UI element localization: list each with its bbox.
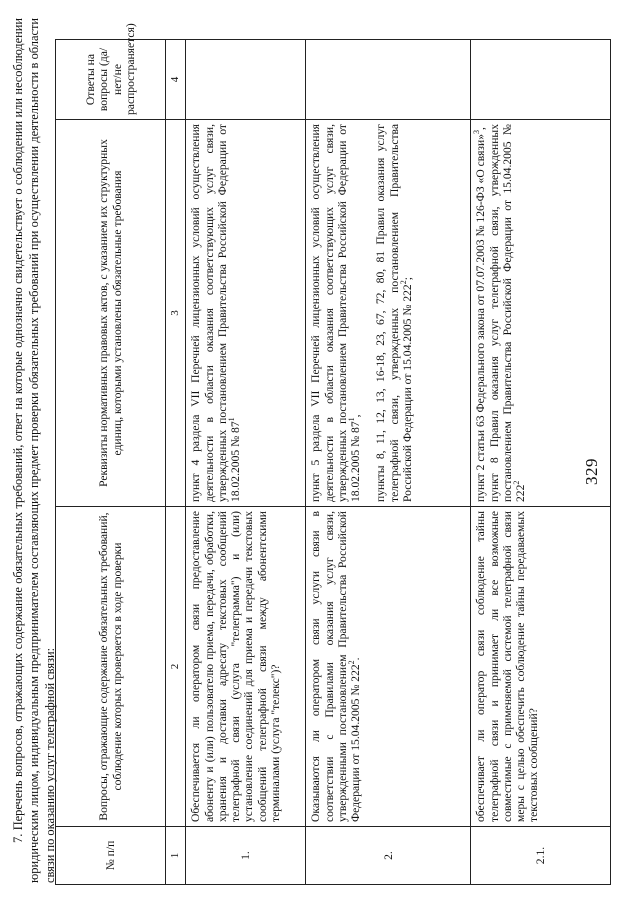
act-tail: ;	[401, 277, 415, 281]
footnote-mark: 2	[512, 480, 522, 485]
table-row	[306, 40, 471, 885]
act-text: пункты 8, 11, 12, 13, 16-18, 23, 67, 72, 80, 81 Правил оказания услуг телеграфной связи, утвержденных постановлением Правительства Российской Федерации от 15.04.2005 № 222	[374, 124, 415, 502]
acts-cell	[186, 120, 306, 507]
col-number: 1	[166, 827, 186, 885]
spacer	[362, 124, 374, 502]
act-entry	[309, 124, 362, 502]
act-entry	[488, 124, 528, 502]
intro-paragraph	[10, 18, 58, 883]
row-number: 2.	[306, 827, 471, 885]
footnote-mark: 3	[472, 130, 482, 134]
question-tail: .	[349, 657, 363, 661]
row-number: 1.	[186, 827, 306, 885]
header-question: Вопросы, отражающие содержание обязательных требований, соблюдение которых проверяется в ходе проверки	[56, 507, 166, 827]
header-answers: Ответы на вопросы (да/нет/не распространяется)	[56, 40, 166, 120]
act-tail: ,	[474, 127, 488, 130]
row-number: 2.1.	[471, 827, 611, 885]
footnote-mark: 2	[399, 280, 409, 285]
act-text: пункт 5 раздела VII Перечней лицензионных условий осуществления деятельности в области оказания соответствующих услуг связи, утвержденных постановлением Правительства Российской Федерации от 18.02.2005 № 87	[309, 124, 363, 502]
acts-cell	[471, 120, 611, 507]
question-text: Оказываются ли оператором связи услуги связи в соответствии с Правилами оказания услуг связи, утвержденными постановлением Правительства Российской Федерации от 15.04.2005 № 222	[309, 511, 363, 822]
act-text: пункт 4 раздела VII Перечней лицензионных условий осуществления деятельности в области оказания соответствующих услуг связи, утвержденных постановлением Правительства Российской Федерации от 18.02.2005 № 87	[189, 124, 243, 502]
act-text: пункт 2 статьи 63 Федерального закона от 07.07.2003 № 126-ФЗ «О связи»	[474, 134, 488, 502]
act-entry	[374, 124, 414, 502]
table-row	[186, 40, 306, 885]
footnote-mark: 2	[347, 660, 357, 665]
question-cell: Обеспечивается ли оператором связи предоставление абоненту и (или) пользователю приема, передачи, обработки, хранения и доставки адресату текстовых сообщений телеграфной связи (услуга "телеграмма") и (или) установление соединений для приема и передачи текстовых сообщений телеграфной связи между абонентскими терминалами (услуга "телекс")?	[186, 507, 306, 827]
col-number: 3	[166, 120, 186, 507]
answer-cell	[306, 40, 471, 120]
intro-text: Перечень вопросов, отражающих содержание обязательных требований, ответ на которые однозначно свидетельствует о соблюдении или несоблюдении юридическим лицом, индивидуальным предпринимателем составляющих предмет проверки обязательных требований при осуществлении деятельности в области связи по оказанию услуг телеграфной связи:	[11, 18, 57, 883]
col-number: 4	[166, 40, 186, 120]
question-cell: обеспечивает ли оператор связи соблюдение тайны телеграфной связи и принимает ли все возможные совместимые с применяемой системой телеграфной связи меры с целью обеспечить соблюдение тайны передаваемых текстовых сообщений?	[471, 507, 611, 827]
answer-cell	[471, 40, 611, 120]
question-cell	[306, 507, 471, 827]
acts-cell	[306, 120, 471, 507]
act-text: пункт 8 Правил оказания услуг телеграфной связи, утвержденных постановлением Правительства Российской Федерации от 15.04.2005 № 222	[487, 124, 528, 502]
col-number: 2	[166, 507, 186, 827]
page-number: 329	[582, 458, 601, 485]
act-entry	[474, 124, 487, 502]
header-acts: Реквизиты нормативных правовых актов, с указанием их структурных единиц, которыми установлены обязательные требования	[56, 120, 166, 507]
intro-number: 7.	[11, 833, 25, 843]
header-row	[56, 40, 166, 885]
header-num: № п/п	[56, 827, 166, 885]
requirements-table	[55, 23, 611, 885]
column-number-row	[166, 40, 186, 885]
footnote-mark: 1	[227, 417, 237, 422]
act-tail: ,	[349, 414, 363, 418]
footnote-mark: 1	[347, 417, 357, 422]
answer-cell	[186, 40, 306, 120]
